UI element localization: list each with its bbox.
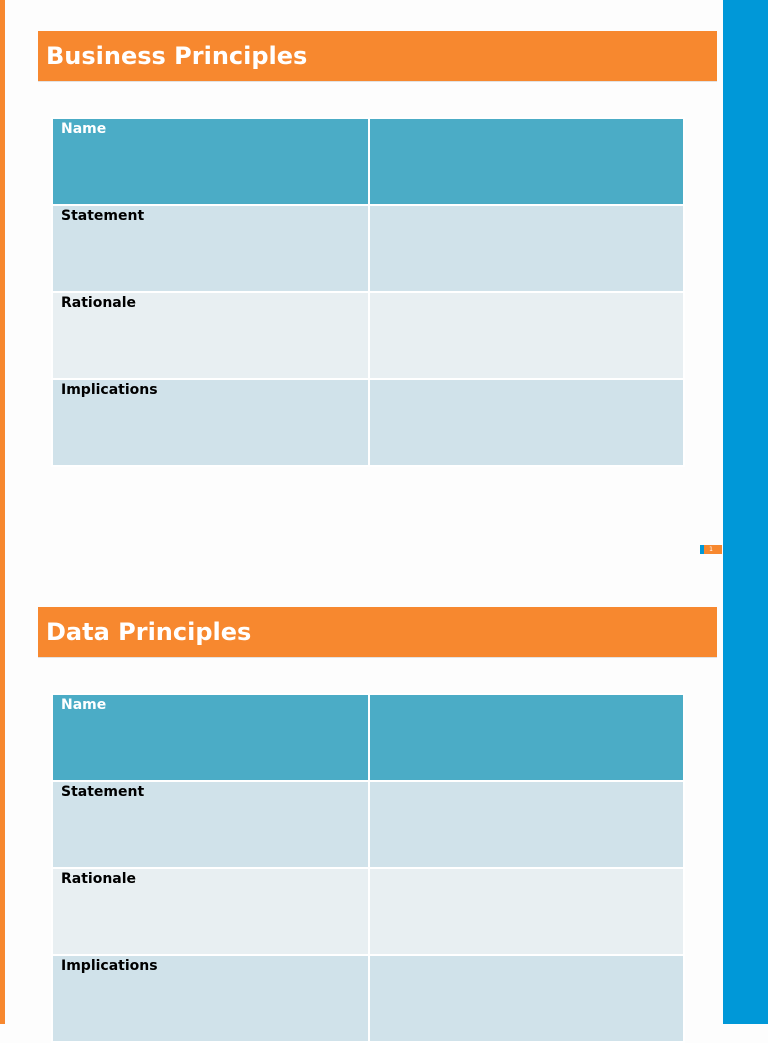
row-label: Rationale (52, 868, 369, 955)
table-row-name (52, 694, 684, 781)
row-value[interactable] (369, 205, 684, 292)
section-title-business-principles: Business Principles (38, 31, 717, 82)
row-label: Implications (52, 379, 369, 466)
business-principles-table (51, 117, 685, 467)
right-accent-bar (723, 0, 768, 1024)
row-value[interactable] (369, 868, 684, 955)
table-row-rationale (52, 868, 684, 955)
row-label: Rationale (52, 292, 369, 379)
row-value[interactable] (369, 118, 684, 205)
row-label: Name (52, 118, 369, 205)
section-title-data-principles: Data Principles (38, 607, 717, 658)
table-row-statement (52, 781, 684, 868)
table-row-statement (52, 205, 684, 292)
row-value[interactable] (369, 379, 684, 466)
page-number-marker: 1 (700, 545, 722, 554)
row-label: Statement (52, 205, 369, 292)
row-label: Implications (52, 955, 369, 1042)
data-principles-table (51, 693, 685, 1043)
row-value[interactable] (369, 694, 684, 781)
row-value[interactable] (369, 292, 684, 379)
table-row-rationale (52, 292, 684, 379)
row-value[interactable] (369, 955, 684, 1042)
table-row-name (52, 118, 684, 205)
row-value[interactable] (369, 781, 684, 868)
row-label: Statement (52, 781, 369, 868)
table-row-implications (52, 379, 684, 466)
table-row-implications (52, 955, 684, 1042)
row-label: Name (52, 694, 369, 781)
left-accent-bar (0, 0, 5, 1024)
